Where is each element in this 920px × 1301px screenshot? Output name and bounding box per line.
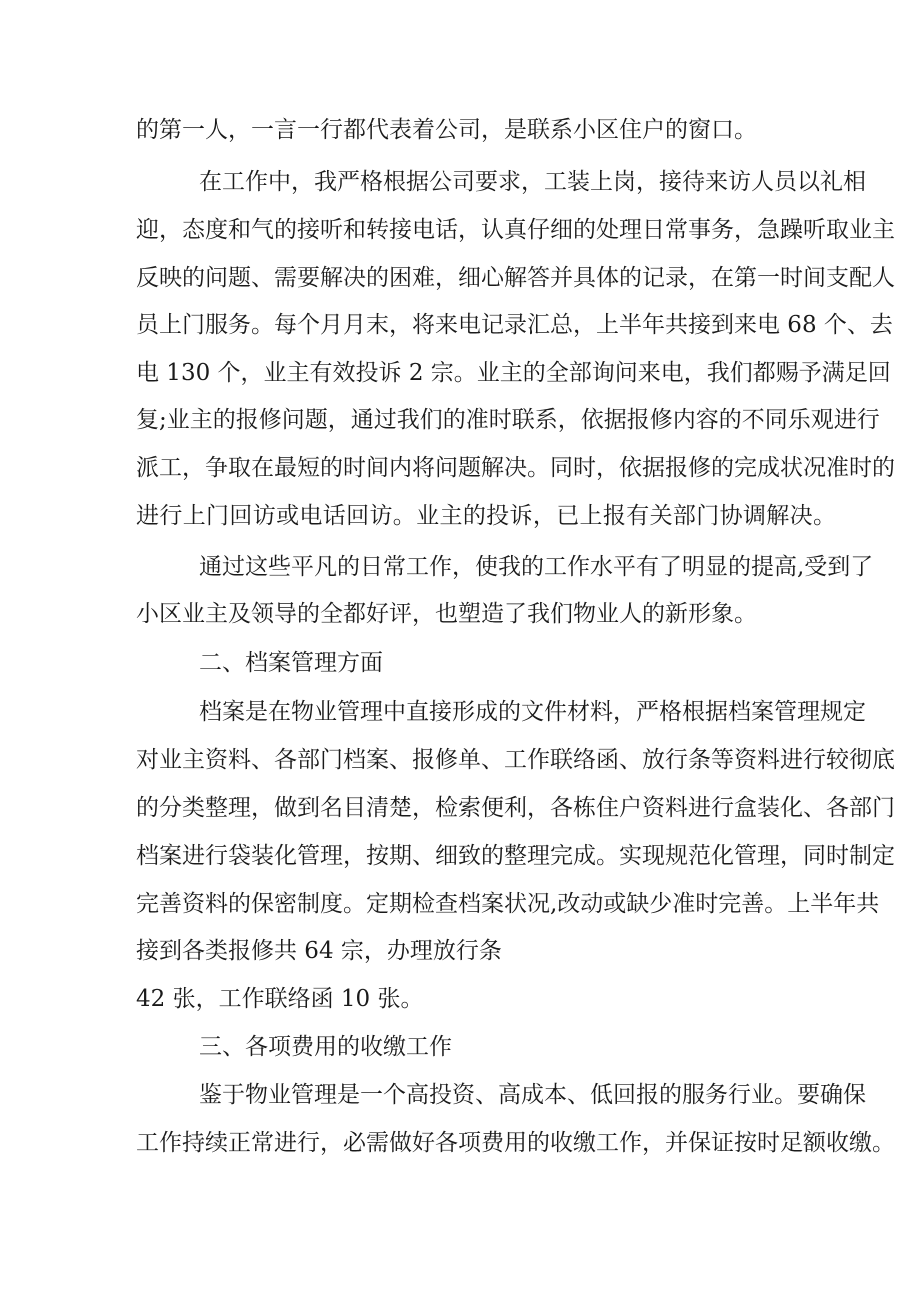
paragraph-line: 迎，态度和气的接听和转接电话，认真仔细的处理日常事务，急躁听取业主 xyxy=(136,217,895,243)
paragraph-line: 员上门服务。每个月月末，将来电记录汇总，上半年共接到来电 68 个、去 xyxy=(136,312,893,338)
paragraph-line: 通过这些平凡的日常工作，使我的工作水平有了明显的提高,受到了 xyxy=(199,554,874,580)
section-heading: 二、档案管理方面 xyxy=(199,650,383,676)
paragraph-line: 档案进行袋装化管理，按期、细致的整理完成。实现规范化管理，同时制定 xyxy=(136,843,895,869)
paragraph-line: 的第一人，一言一行都代表着公司，是联系小区住户的窗口。 xyxy=(136,117,757,143)
paragraph-line: 档案是在物业管理中直接形成的文件材料，严格根据档案管理规定 xyxy=(199,699,866,725)
paragraph-line: 小区业主及领导的全都好评，也塑造了我们物业人的新形象。 xyxy=(136,601,757,627)
paragraph-line: 的分类整理，做到名目清楚，检索便利，各栋住户资料进行盒装化、各部门 xyxy=(136,795,895,821)
paragraph-line: 接到各类报修共 64 宗，办理放行条 xyxy=(136,938,502,964)
paragraph-line: 派工，争取在最短的时间内将问题解决。同时，依据报修的完成状况准时的 xyxy=(136,455,895,481)
paragraph-line: 电 130 个，业主有效投诉 2 宗。业主的全部询问来电，我们都赐予满足回 xyxy=(136,360,891,386)
section-heading: 三、各项费用的收缴工作 xyxy=(199,1034,452,1060)
paragraph-line: 鉴于物业管理是一个高投资、高成本、低回报的服务行业。要确保 xyxy=(199,1082,866,1108)
paragraph-line: 对业主资料、各部门档案、报修单、工作联络函、放行条等资料进行较彻底 xyxy=(136,747,895,773)
paragraph-line: 42 张，工作联络函 10 张。 xyxy=(136,986,424,1012)
paragraph-line: 反映的问题、需要解决的困难，细心解答并具体的记录，在第一时间支配人 xyxy=(136,265,895,291)
paragraph-line: 在工作中，我严格根据公司要求，工装上岗，接待来访人员以礼相 xyxy=(199,169,866,195)
paragraph-line: 复;业主的报修问题，通过我们的准时联系，依据报修内容的不同乐观进行 xyxy=(136,407,880,433)
paragraph-line: 完善资料的保密制度。定期检查档案状况,改动或缺少准时完善。上半年共 xyxy=(136,891,880,917)
paragraph-line: 工作持续正常进行，必需做好各项费用的收缴工作，并保证按时足额收缴。 xyxy=(136,1130,895,1156)
paragraph-line: 进行上门回访或电话回访。业主的投诉，已上报有关部门协调解决。 xyxy=(136,503,836,529)
